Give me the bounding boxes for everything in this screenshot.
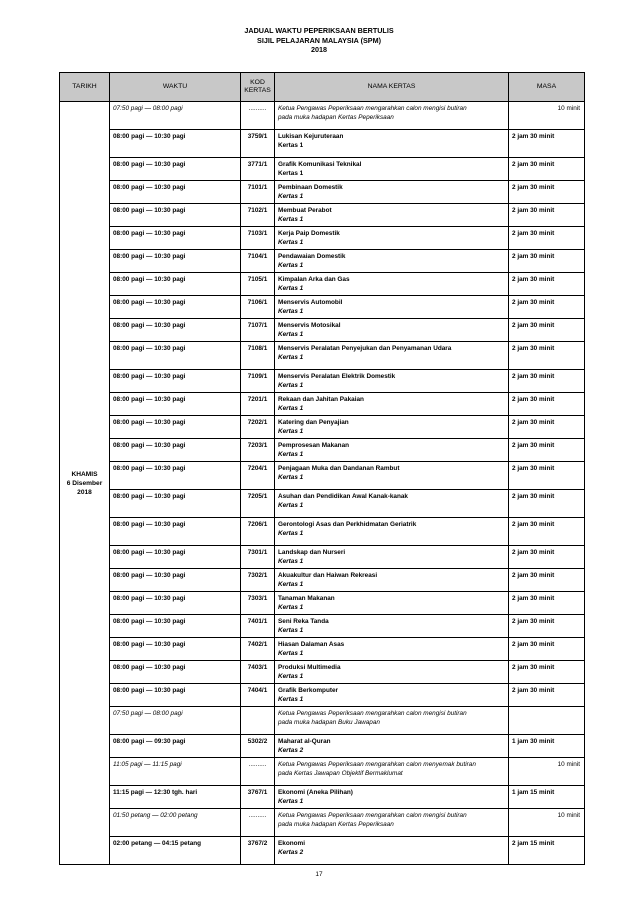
kod-cell: 7101/1 bbox=[241, 181, 275, 204]
table-row bbox=[60, 592, 585, 615]
nama-kertas-line-2: pada Kertas Jawapan Objektif Bermaklumat bbox=[278, 769, 403, 777]
header-tarikh: TARIKH bbox=[60, 73, 110, 102]
masa-cell: 2 jam 30 minit bbox=[509, 342, 585, 370]
nama-kertas-line-2: pada muka hadapan Buku Jawapan bbox=[278, 718, 380, 726]
nama-kertas-line-1: Produksi Multimedia bbox=[278, 664, 341, 671]
nama-kertas-line-1: Pembinaan Domestik bbox=[278, 184, 343, 191]
table-row bbox=[60, 181, 585, 204]
nama-kertas-line-2: Kertas 1 bbox=[278, 603, 304, 611]
table-row bbox=[60, 546, 585, 569]
kod-cell: 7103/1 bbox=[241, 227, 275, 250]
nama-kertas-line-1: Grafik Berkomputer bbox=[278, 687, 339, 694]
nama-kertas-cell bbox=[275, 809, 509, 837]
waktu-cell: 08:00 pagi — 10:30 pagi bbox=[110, 592, 241, 615]
kod-cell: 7104/1 bbox=[241, 250, 275, 273]
waktu-cell: 08:00 pagi — 10:30 pagi bbox=[110, 370, 241, 393]
table-row bbox=[60, 439, 585, 462]
table-row bbox=[60, 416, 585, 439]
nama-kertas-line-2: Kertas 1 bbox=[278, 557, 304, 565]
nama-kertas-line-2: Kertas 1 bbox=[278, 381, 304, 389]
masa-cell: 2 jam 30 minit bbox=[509, 204, 585, 227]
nama-kertas-cell bbox=[275, 735, 509, 758]
date-date: 6 Disember bbox=[66, 479, 103, 487]
nama-kertas-line-1: Gerontologi Asas dan Perkhidmatan Geriatrik bbox=[278, 521, 417, 528]
nama-kertas-cell bbox=[275, 204, 509, 227]
nama-kertas-line-2: Kertas 1 bbox=[278, 649, 304, 657]
nama-kertas-cell bbox=[275, 250, 509, 273]
timetable-body bbox=[60, 102, 585, 865]
waktu-cell: 08:00 pagi — 10:30 pagi bbox=[110, 490, 241, 518]
waktu-cell: 08:00 pagi — 10:30 pagi bbox=[110, 158, 241, 181]
header-row bbox=[60, 73, 585, 102]
waktu-cell: 08:00 pagi — 10:30 pagi bbox=[110, 615, 241, 638]
kod-cell bbox=[241, 707, 275, 735]
masa-cell: 2 jam 30 minit bbox=[509, 439, 585, 462]
nama-kertas-line-1: Ketua Pengawas Peperiksaan mengarahkan calon mengisi butiran bbox=[278, 105, 467, 112]
page-number: 17 bbox=[315, 871, 323, 878]
kod-cell: 7106/1 bbox=[241, 296, 275, 319]
table-row bbox=[60, 615, 585, 638]
nama-kertas-cell bbox=[275, 638, 509, 661]
header-nama-kertas: NAMA KERTAS bbox=[275, 73, 509, 102]
masa-cell: 2 jam 30 minit bbox=[509, 319, 585, 342]
table-row bbox=[60, 837, 585, 865]
kod-cell: 7203/1 bbox=[241, 439, 275, 462]
nama-kertas-cell bbox=[275, 684, 509, 707]
kod-cell: 7301/1 bbox=[241, 546, 275, 569]
kod-cell: 7109/1 bbox=[241, 370, 275, 393]
nama-kertas-line-2: Kertas 1 bbox=[278, 797, 304, 805]
table-row bbox=[60, 661, 585, 684]
waktu-cell: 07:50 pagi — 08:00 pagi bbox=[110, 707, 241, 735]
kod-cell: 5302/2 bbox=[241, 735, 275, 758]
kod-cell: .......... bbox=[241, 758, 275, 786]
nama-kertas-line-1: Rekaan dan Jahitan Pakaian bbox=[278, 396, 364, 403]
kod-cell: .......... bbox=[241, 102, 275, 130]
table-row bbox=[60, 227, 585, 250]
masa-cell: 2 jam 30 minit bbox=[509, 416, 585, 439]
nama-kertas-line-2: Kertas 1 bbox=[278, 169, 304, 177]
table-row bbox=[60, 370, 585, 393]
nama-kertas-line-2: Kertas 1 bbox=[278, 330, 304, 338]
nama-kertas-line-1: Kerja Paip Domestik bbox=[278, 230, 340, 237]
kod-cell: 3771/1 bbox=[241, 158, 275, 181]
nama-kertas-line-1: Ketua Pengawas Peperiksaan mengarahkan calon mengisi butiran bbox=[278, 812, 467, 819]
nama-kertas-line-1: Ketua Pengawas Peperiksaan mengarahkan calon menyemak butiran bbox=[278, 761, 476, 768]
header-kod-line-1: KOD bbox=[250, 79, 265, 86]
table-row bbox=[60, 518, 585, 546]
waktu-cell: 08:00 pagi — 09:30 pagi bbox=[110, 735, 241, 758]
waktu-cell: 08:00 pagi — 10:30 pagi bbox=[110, 546, 241, 569]
masa-cell bbox=[509, 707, 585, 735]
waktu-cell: 08:00 pagi — 10:30 pagi bbox=[110, 181, 241, 204]
masa-cell: 1 jam 30 minit bbox=[509, 735, 585, 758]
table-row bbox=[60, 158, 585, 181]
nama-kertas-line-1: Menservis Peralatan Elektrik Domestik bbox=[278, 373, 396, 380]
kod-cell: 7205/1 bbox=[241, 490, 275, 518]
nama-kertas-cell bbox=[275, 273, 509, 296]
table-row bbox=[60, 204, 585, 227]
timetable bbox=[59, 72, 585, 865]
nama-kertas-line-2: Kertas 1 bbox=[278, 473, 304, 481]
nama-kertas-line-1: Akuakultur dan Haiwan Rekreasi bbox=[278, 572, 378, 579]
date-year: 2018 bbox=[77, 488, 92, 496]
nama-kertas-line-2: Kertas 1 bbox=[278, 626, 304, 634]
nama-kertas-line-1: Katering dan Penyajian bbox=[278, 419, 349, 426]
waktu-cell: 08:00 pagi — 10:30 pagi bbox=[110, 130, 241, 158]
nama-kertas-line-2: Kertas 1 bbox=[278, 501, 304, 509]
nama-kertas-line-1: Lukisan Kejuruteraan bbox=[278, 133, 344, 140]
table-row bbox=[60, 707, 585, 735]
header-masa: MASA bbox=[509, 73, 585, 102]
nama-kertas-line-2: Kertas 1 bbox=[278, 284, 304, 292]
waktu-cell: 02:00 petang — 04:15 petang bbox=[110, 837, 241, 865]
nama-kertas-line-2: pada muka hadapan Kertas Peperiksaan bbox=[278, 820, 394, 828]
masa-cell: 2 jam 30 minit bbox=[509, 296, 585, 319]
table-row bbox=[60, 684, 585, 707]
waktu-cell: 08:00 pagi — 10:30 pagi bbox=[110, 518, 241, 546]
waktu-cell: 01:50 petang — 02:00 petang bbox=[110, 809, 241, 837]
masa-cell: 1 jam 15 minit bbox=[509, 786, 585, 809]
nama-kertas-line-2: Kertas 1 bbox=[278, 238, 304, 246]
nama-kertas-line-1: Ketua Pengawas Peperiksaan mengarahkan calon mengisi butiran bbox=[278, 710, 467, 717]
table-row bbox=[60, 296, 585, 319]
date-day: KHAMIS bbox=[71, 470, 98, 478]
nama-kertas-cell bbox=[275, 518, 509, 546]
nama-kertas-cell bbox=[275, 102, 509, 130]
masa-cell: 2 jam 30 minit bbox=[509, 250, 585, 273]
table-row bbox=[60, 809, 585, 837]
masa-cell: 2 jam 30 minit bbox=[509, 158, 585, 181]
nama-kertas-line-2: Kertas 1 bbox=[278, 141, 304, 149]
nama-kertas-cell bbox=[275, 546, 509, 569]
document-title bbox=[0, 26, 638, 55]
waktu-cell: 11:05 pagi — 11:15 pagi bbox=[110, 758, 241, 786]
table-row bbox=[60, 786, 585, 809]
nama-kertas-cell bbox=[275, 837, 509, 865]
kod-cell: 7107/1 bbox=[241, 319, 275, 342]
table-row bbox=[60, 130, 585, 158]
kod-cell: 7204/1 bbox=[241, 462, 275, 490]
table-row bbox=[60, 758, 585, 786]
masa-cell: 10 minit bbox=[509, 102, 585, 130]
masa-cell: 10 minit bbox=[509, 758, 585, 786]
nama-kertas-line-1: Menservis Peralatan Penyejukan dan Penyamanan Udara bbox=[278, 345, 452, 352]
title-line-2: SIJIL PELAJARAN MALAYSIA (SPM) bbox=[257, 35, 381, 45]
nama-kertas-line-1: Ekonomi bbox=[278, 840, 305, 847]
table-row bbox=[60, 393, 585, 416]
waktu-cell: 08:00 pagi — 10:30 pagi bbox=[110, 393, 241, 416]
nama-kertas-cell bbox=[275, 758, 509, 786]
kod-cell: 7403/1 bbox=[241, 661, 275, 684]
table-row bbox=[60, 735, 585, 758]
nama-kertas-cell bbox=[275, 319, 509, 342]
nama-kertas-cell bbox=[275, 130, 509, 158]
nama-kertas-line-2: Kertas 2 bbox=[278, 746, 304, 754]
nama-kertas-line-2: pada muka hadapan Kertas Peperiksaan bbox=[278, 113, 394, 121]
nama-kertas-cell bbox=[275, 370, 509, 393]
masa-cell: 2 jam 30 minit bbox=[509, 569, 585, 592]
nama-kertas-cell bbox=[275, 707, 509, 735]
nama-kertas-line-1: Seni Reka Tanda bbox=[278, 618, 329, 625]
nama-kertas-line-2: Kertas 1 bbox=[278, 450, 304, 458]
nama-kertas-line-1: Kimpalan Arka dan Gas bbox=[278, 276, 350, 283]
date-cell bbox=[60, 102, 110, 865]
kod-cell: 3767/2 bbox=[241, 837, 275, 865]
table-row bbox=[60, 638, 585, 661]
table-row bbox=[60, 250, 585, 273]
waktu-cell: 08:00 pagi — 10:30 pagi bbox=[110, 462, 241, 490]
masa-cell: 10 minit bbox=[509, 809, 585, 837]
waktu-cell: 08:00 pagi — 10:30 pagi bbox=[110, 227, 241, 250]
kod-cell: 7401/1 bbox=[241, 615, 275, 638]
table-row bbox=[60, 569, 585, 592]
kod-cell: 3759/1 bbox=[241, 130, 275, 158]
masa-cell: 2 jam 30 minit bbox=[509, 684, 585, 707]
waktu-cell: 08:00 pagi — 10:30 pagi bbox=[110, 661, 241, 684]
nama-kertas-line-2: Kertas 1 bbox=[278, 695, 304, 703]
nama-kertas-line-1: Ekonomi (Aneka Pilihan) bbox=[278, 789, 353, 796]
nama-kertas-line-1: Menservis Motosikal bbox=[278, 322, 341, 329]
kod-cell: 7402/1 bbox=[241, 638, 275, 661]
masa-cell: 2 jam 30 minit bbox=[509, 592, 585, 615]
kod-cell: 7102/1 bbox=[241, 204, 275, 227]
nama-kertas-line-2: Kertas 1 bbox=[278, 192, 304, 200]
kod-cell: 7108/1 bbox=[241, 342, 275, 370]
nama-kertas-line-2: Kertas 1 bbox=[278, 529, 304, 537]
nama-kertas-line-1: Hiasan Dalaman Asas bbox=[278, 641, 345, 648]
kod-cell: 3767/1 bbox=[241, 786, 275, 809]
waktu-cell: 08:00 pagi — 10:30 pagi bbox=[110, 638, 241, 661]
masa-cell: 2 jam 30 minit bbox=[509, 490, 585, 518]
masa-cell: 2 jam 30 minit bbox=[509, 661, 585, 684]
kod-cell: 7105/1 bbox=[241, 273, 275, 296]
kod-cell: 7202/1 bbox=[241, 416, 275, 439]
nama-kertas-line-2: Kertas 1 bbox=[278, 353, 304, 361]
waktu-cell: 08:00 pagi — 10:30 pagi bbox=[110, 296, 241, 319]
table-row bbox=[60, 102, 585, 130]
kod-cell: 7206/1 bbox=[241, 518, 275, 546]
nama-kertas-cell bbox=[275, 786, 509, 809]
waktu-cell: 08:00 pagi — 10:30 pagi bbox=[110, 342, 241, 370]
nama-kertas-cell bbox=[275, 439, 509, 462]
nama-kertas-line-1: Penjagaan Muka dan Dandanan Rambut bbox=[278, 465, 400, 472]
title-line-3: 2018 bbox=[311, 45, 327, 54]
nama-kertas-line-1: Grafik Komunikasi Teknikal bbox=[278, 161, 362, 168]
waktu-cell: 08:00 pagi — 10:30 pagi bbox=[110, 569, 241, 592]
waktu-cell: 11:15 pagi — 12:30 tgh. hari bbox=[110, 786, 241, 809]
nama-kertas-cell bbox=[275, 227, 509, 250]
waktu-cell: 08:00 pagi — 10:30 pagi bbox=[110, 273, 241, 296]
nama-kertas-line-2: Kertas 1 bbox=[278, 427, 304, 435]
waktu-cell: 08:00 pagi — 10:30 pagi bbox=[110, 250, 241, 273]
masa-cell: 2 jam 30 minit bbox=[509, 130, 585, 158]
waktu-cell: 07:50 pagi — 08:00 pagi bbox=[110, 102, 241, 130]
nama-kertas-cell bbox=[275, 490, 509, 518]
masa-cell: 2 jam 30 minit bbox=[509, 273, 585, 296]
kod-cell: .......... bbox=[241, 809, 275, 837]
masa-cell: 2 jam 30 minit bbox=[509, 615, 585, 638]
nama-kertas-cell bbox=[275, 661, 509, 684]
header-waktu: WAKTU bbox=[110, 73, 241, 102]
masa-cell: 2 jam 30 minit bbox=[509, 227, 585, 250]
kod-cell: 7302/1 bbox=[241, 569, 275, 592]
waktu-cell: 08:00 pagi — 10:30 pagi bbox=[110, 416, 241, 439]
nama-kertas-line-1: Tanaman Makanan bbox=[278, 595, 335, 602]
nama-kertas-cell bbox=[275, 158, 509, 181]
nama-kertas-line-1: Maharat al-Quran bbox=[278, 738, 331, 745]
nama-kertas-cell bbox=[275, 296, 509, 319]
nama-kertas-line-1: Pemprosesan Makanan bbox=[278, 442, 350, 449]
nama-kertas-line-2: Kertas 1 bbox=[278, 261, 304, 269]
nama-kertas-cell bbox=[275, 569, 509, 592]
waktu-cell: 08:00 pagi — 10:30 pagi bbox=[110, 684, 241, 707]
nama-kertas-line-2: Kertas 1 bbox=[278, 307, 304, 315]
nama-kertas-cell bbox=[275, 416, 509, 439]
header-kod-line-2: KERTAS bbox=[244, 87, 271, 94]
masa-cell: 2 jam 15 minit bbox=[509, 837, 585, 865]
masa-cell: 2 jam 30 minit bbox=[509, 370, 585, 393]
title-line-1: JADUAL WAKTU PEPERIKSAAN BERTULIS bbox=[244, 26, 394, 35]
masa-cell: 2 jam 30 minit bbox=[509, 638, 585, 661]
waktu-cell: 08:00 pagi — 10:30 pagi bbox=[110, 319, 241, 342]
table-row bbox=[60, 462, 585, 490]
nama-kertas-line-2: Kertas 2 bbox=[278, 848, 304, 856]
table-row bbox=[60, 273, 585, 296]
table-row bbox=[60, 490, 585, 518]
nama-kertas-cell bbox=[275, 181, 509, 204]
masa-cell: 2 jam 30 minit bbox=[509, 181, 585, 204]
waktu-cell: 08:00 pagi — 10:30 pagi bbox=[110, 204, 241, 227]
nama-kertas-line-2: Kertas 1 bbox=[278, 580, 304, 588]
kod-cell: 7201/1 bbox=[241, 393, 275, 416]
nama-kertas-line-1: Pendawaian Domestik bbox=[278, 253, 346, 260]
nama-kertas-line-1: Menservis Automobil bbox=[278, 299, 343, 306]
nama-kertas-cell bbox=[275, 615, 509, 638]
kod-cell: 7303/1 bbox=[241, 592, 275, 615]
nama-kertas-cell bbox=[275, 342, 509, 370]
nama-kertas-line-1: Landskap dan Nurseri bbox=[278, 549, 346, 556]
masa-cell: 2 jam 30 minit bbox=[509, 518, 585, 546]
waktu-cell: 08:00 pagi — 10:30 pagi bbox=[110, 439, 241, 462]
masa-cell: 2 jam 30 minit bbox=[509, 462, 585, 490]
nama-kertas-line-2: Kertas 1 bbox=[278, 672, 304, 680]
masa-cell: 2 jam 30 minit bbox=[509, 393, 585, 416]
nama-kertas-line-2: Kertas 1 bbox=[278, 404, 304, 412]
header-kod bbox=[241, 73, 275, 102]
nama-kertas-cell bbox=[275, 393, 509, 416]
nama-kertas-line-1: Asuhan dan Pendidikan Awal Kanak-kanak bbox=[278, 493, 408, 500]
kod-cell: 7404/1 bbox=[241, 684, 275, 707]
nama-kertas-cell bbox=[275, 592, 509, 615]
nama-kertas-line-2: Kertas 1 bbox=[278, 215, 304, 223]
masa-cell: 2 jam 30 minit bbox=[509, 546, 585, 569]
nama-kertas-line-1: Membuat Perabot bbox=[278, 207, 332, 214]
nama-kertas-cell bbox=[275, 462, 509, 490]
table-row bbox=[60, 342, 585, 370]
table-row bbox=[60, 319, 585, 342]
